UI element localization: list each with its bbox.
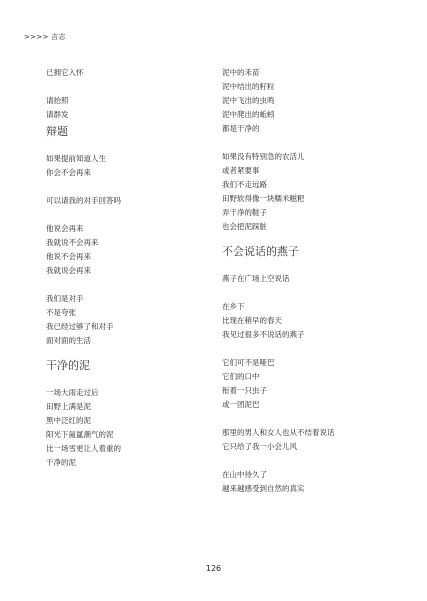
verse-line: 他说不会再来 [46,252,91,261]
verse-line: 黑中泛红的泥 [46,416,91,425]
verse-line: 我就说会再来 [46,266,91,275]
verse-line: 燕子在广场上空说话 [222,274,290,283]
verse-line: 你会不会再来 [46,168,91,177]
verse-line: 泥中结出的籽粒 [222,82,275,91]
verse-line: 我已经过够了和对手 [46,322,114,331]
verse-line: 泥中爬出的蚯蚓 [222,110,275,119]
verse-line: 比现在稍早的春天 [222,316,282,325]
right-column [222,66,387,496]
verse-line: 阳光下氤氲潮气的泥 [46,430,114,439]
poem-title: 辩题 [46,125,68,138]
verse-line: 面对面的生活 [46,336,91,345]
verse-line: 也会把泥踩脏 [222,222,267,231]
verse-line: 都是干净的 [222,124,260,133]
verse-line: 可以请我的对手回答吗 [46,196,121,205]
verse-line: 我见过很多不说话的燕子 [222,330,305,339]
verse-line: 田野上满是泥 [46,402,91,411]
verse-line: 泥中的禾苗 [222,68,260,77]
section-header: >>>> 吉志 [24,33,66,41]
verse-line: 他说会再来 [46,224,84,233]
verse-line: 或一团泥巴 [222,400,260,409]
poem-title: 不会说话的燕子 [222,245,299,258]
verse-line: 弄干净的鞋子 [222,208,267,217]
verse-line: 不是夸张 [46,308,76,317]
verse-line: 越来越感受到自然的真实 [222,484,305,493]
verse-line: 已拥它入怀 [46,68,84,77]
verse-line: 或者紧要事 [222,166,260,175]
left-column [46,66,211,470]
verse-line: 我就说不会再来 [46,238,99,247]
page-number: 126 [205,564,222,573]
verse-line: 我们不走远路 [222,180,267,189]
verse-line: 如果提前知道人生 [46,154,106,163]
verse-line: 衔着一只虫子 [222,386,267,395]
verse-line: 它们可不是哑巴 [222,358,275,367]
verse-line: 请群发 [46,110,69,119]
verse-line: 它们的口中 [222,372,260,381]
verse-line: 比一场雪更让人着重的 [46,444,121,453]
verse-line: 一场大雨走过后 [46,388,99,397]
verse-line: 田野软得像一块糯米糍粑 [222,194,305,203]
verse-line: 我们是对手 [46,294,84,303]
verse-line: 它只给了我一小会儿风 [222,442,297,451]
verse-line: 泥中飞出的虫鸣 [222,96,275,105]
verse-line: 在山中待久了 [222,470,267,479]
verse-line: 在乡下 [222,302,245,311]
verse-line: 请抬照 [46,96,69,105]
verse-line: 干净的泥 [46,458,76,467]
poem-title: 干净的泥 [46,359,90,372]
verse-line: 如果没有特别急的农活儿 [222,152,305,161]
verse-line: 那里的男人和女人也从不结着说话 [222,428,335,437]
